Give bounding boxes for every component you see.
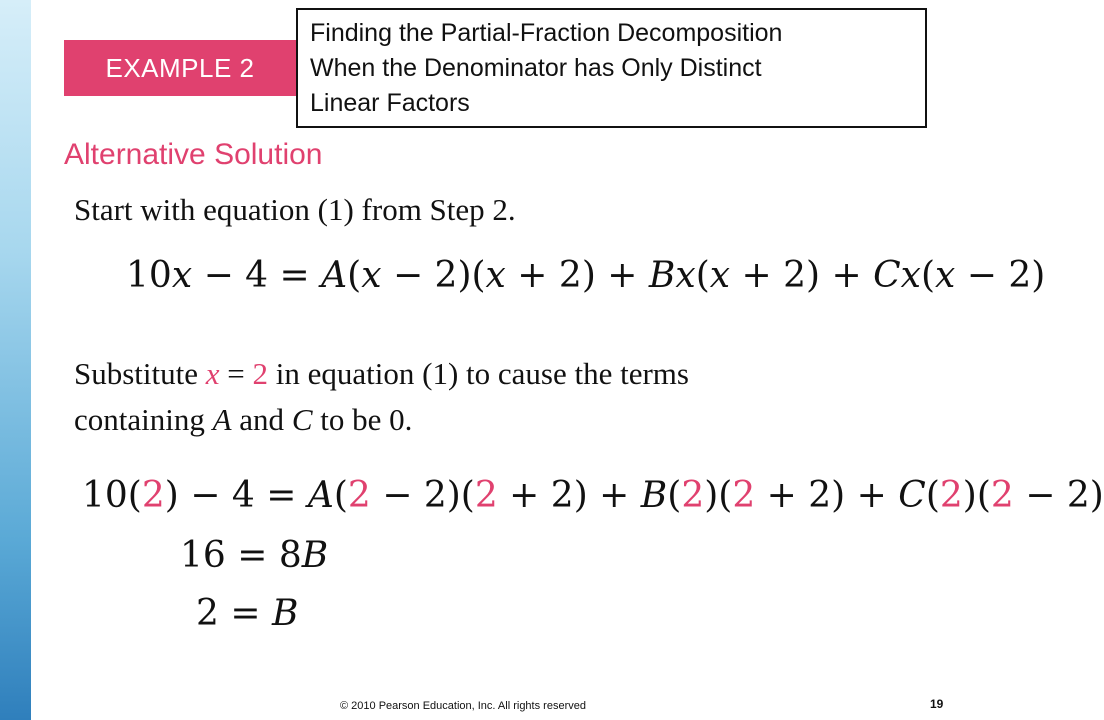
equation-3: 16 = 8B [180,535,329,576]
containing-text: containing [74,402,213,437]
substitute-rest: in equation (1) to cause the terms [268,356,689,391]
and-text: and [231,402,292,437]
var-c: C [291,402,313,437]
equation-1: 10x − 4 = A(x − 2)(x + 2) + Bx(x + 2) + Cx(x − 2) [126,255,1046,296]
alternative-solution-heading: Alternative Solution [64,138,323,171]
step-instruction: Start with equation (1) from Step 2. [74,192,516,227]
title-line-2: When the Denominator has Only Distinct [310,54,762,82]
copyright-footer: © 2010 Pearson Education, Inc. All rights reserved [340,700,586,712]
example-label: EXAMPLE 2 [64,40,296,96]
title-line-3: Linear Factors [310,89,470,117]
to-be-zero-text: to be 0. [312,402,413,437]
equals-text: = [219,356,253,391]
equation-4: 2 = B [196,593,299,634]
sidebar-gradient-bar [0,0,31,720]
var-a: A [212,402,232,437]
equation-2: 10(2) − 4 = A(2 − 2)(2 + 2) + B(2)(2 + 2) + C(2)(2 − 2) [82,475,1104,516]
substitute-line-2 [74,402,412,438]
title-box [296,8,927,128]
substitute-line-1 [74,356,689,392]
substitute-text: Substitute [74,356,206,391]
page-number: 19 [930,697,944,711]
var-x: x [205,356,220,391]
title-line-1: Finding the Partial-Fraction Decomposition [310,19,783,47]
value-2: 2 [252,356,269,391]
